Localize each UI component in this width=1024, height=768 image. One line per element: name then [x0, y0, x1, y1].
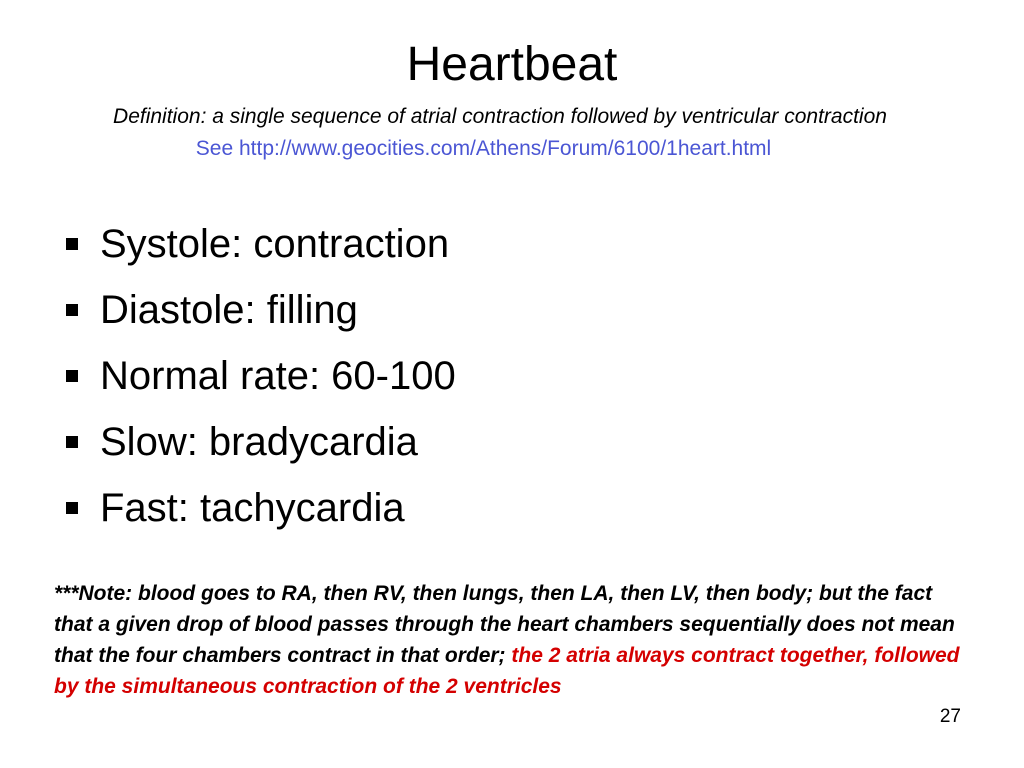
bullet-item-slow [66, 415, 456, 481]
square-bullet-icon [66, 502, 78, 514]
bullet-text: Diastole: filling [100, 288, 358, 332]
page-number: 27 [939, 706, 961, 727]
slide-title: Heartbeat [406, 38, 618, 91]
square-bullet-icon [66, 370, 78, 382]
bullet-item-diastole [66, 283, 456, 349]
bullet-item-systole [66, 217, 456, 283]
bullet-text: Normal rate: 60-100 [100, 354, 456, 398]
bullet-item-normal-rate [66, 349, 456, 415]
note-paragraph [54, 578, 974, 702]
square-bullet-icon [66, 238, 78, 250]
bullet-text: Fast: tachycardia [100, 486, 405, 530]
see-link[interactable]: See http://www.geocities.com/Athens/Forum/6100/1heart.html [195, 137, 772, 160]
bullet-list [66, 217, 456, 547]
bullet-text: Slow: bradycardia [100, 420, 418, 464]
square-bullet-icon [66, 304, 78, 316]
definition-text: Definition: a single sequence of atrial contraction followed by ventricular contraction [113, 105, 887, 128]
note-black-text: ***Note: blood goes to RA, then RV, then lungs, then LA, then LV, then body; but the fact that a given drop of blood passes through the heart chambers sequentially does not mean that the four chambers contract in that order; [54, 582, 955, 667]
square-bullet-icon [66, 436, 78, 448]
bullet-item-fast [66, 481, 456, 547]
bullet-text: Systole: contraction [100, 222, 450, 266]
note-red-text: the 2 atria always contract together, followed by the simultaneous contraction of the 2 ventricles [54, 644, 960, 698]
